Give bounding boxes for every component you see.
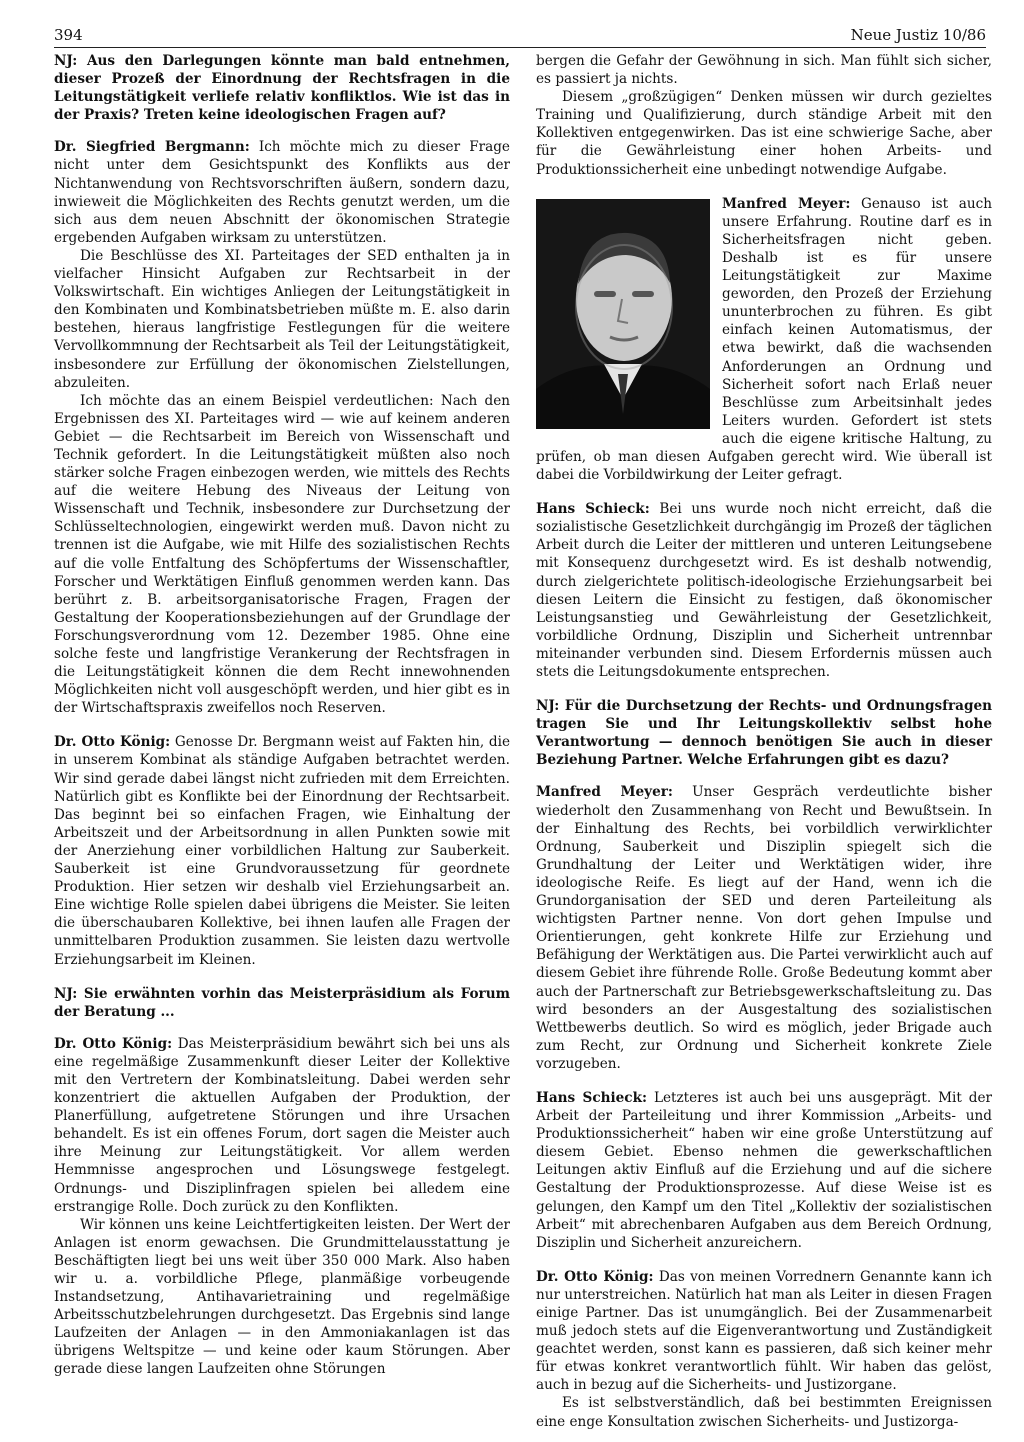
answer-koenig (54, 733, 510, 968)
page-header (54, 18, 986, 48)
speaker-name: Manfred Meyer: (536, 784, 673, 801)
speaker-name: Hans Schieck: (536, 501, 650, 518)
paragraph: Letzteres ist auch bei uns ausgeprägt. Mit der Arbeit der Parteileitung und ihrer Kommission „Arbeits- und Produktionssicherheit“ haben wir eine große Unterstützung auf diesem Gebiet. Ebenso nehmen die gewerkschaftlichen Leitungen aktiv Einfluß auf die Erziehung und auf die sichere Gestaltung der Produktionsprozesse. Auf diese Weise ist es gelungen, den Kampf um den Titel „Kollektiv der sozialistischen Arbeit“ mit abrechenbaren Aufgaben aus dem Bereich Ordnung, Disziplin und Sicherheit anzureichern. (536, 1089, 992, 1251)
answer-koenig-3 (536, 1268, 992, 1395)
answer-meyer-2 (536, 783, 992, 1073)
speaker-name: Dr. Otto König: (54, 734, 171, 751)
question-3: NJ: Für die Durchsetzung der Rechts- und Ordnungsfragen tragen Sie und Ihr Leitungskollektiv selbst hohe Verantwortung — dennoch benötigen Sie auch in dieser Beziehung Partner. Welche Erfahrungen gibt es dazu? (536, 698, 992, 769)
portrait-photo (536, 199, 710, 429)
question-1: NJ: Aus den Darlegungen könnte man bald entnehmen, dieser Prozeß der Einordnung der Rechtsfragen in die Leitungstätigkeit verliefe relativ konfliktlos. Wie ist das in der Praxis? Treten keine ideologischen Fragen auf? (54, 53, 510, 124)
paragraph: Genauso ist auch unsere Erfahrung. Routine darf es in Sicherheitsfragen nicht geben. Deshalb ist es für unsere Leitungstätigkeit zur Maxime geworden, den Prozeß der Erziehung ununterbrochen zu führen. Es gibt einfach keinen Automatismus, der etwa bewirkt, daß die wachsenden Anforderungen an Ordnung und Sicherheit sofort nach Erlaß neuer Beschlüsse zum Arbeitsinhalt jedes Leiters wurden. Gefordert ist stets auch die eigene kritische Haltung, zu prüfen, ob man diesen Aufgaben gerecht wird. Wie überall ist dabei die Vorbildwirkung der Leiter gefragt. (536, 195, 992, 484)
paragraph: Unser Gespräch verdeutlichte bisher wiederholt den Zusammenhang von Recht und Bewußtsein. In der Einhaltung des Rechts, bei vorbildlich verwirklichter Ordnung, Sauberkeit und Disziplin spiegelt sich die Grundhaltung der Leiter und Werktätigen wider, ihre ideologische Reife. Es liegt auf der Hand, wenn ich die Grundorganisation der SED und deren Parteileitung als wichtigsten Partner nenne. Von dort gehen Impulse und Orientierungen, geht konkrete Hilfe zur Erziehung und Befähigung der Werktätigen aus. Die Partei verwirklicht auch auf diesem Gebiet ihre führende Rolle. Große Bedeutung kommt aber auch der Partnerschaft zur Betriebsgewerkschaftsleitung zu. Das wird besonders an der Ausgestaltung des sozialistischen Wettbewerbs deutlich. So wird es möglich, jeder Brigade auch zum Recht, zur Ordnung und Sicherheit konkrete Ziele vorzugeben. (536, 784, 993, 1072)
paragraph: Das Meisterpräsidium bewährt sich bei uns als eine regelmäßige Zusammenkunft dieser Leiter der Kollektive mit den Vertretern der Kombinatsleitung. Dabei werden sehr konzentriert die aktuellen Aufgaben der Produktion, der Planerfüllung, aufgetretene Störungen und ihre Ursachen behandelt. Es ist ein offenes Forum, dort sagen die Meister auch ihre Meinung zur Leitungstätigkeit. Vor allem werden Hemmnisse angesprochen und Lösungswege festgelegt. Ordnungs- und Disziplinfragen spielen bei alledem eine erstrangige Rolle. Doch zurück zu den Konflikten. (54, 1035, 510, 1215)
answer-bergmann (54, 138, 510, 247)
paragraph: Ich möchte mich zu dieser Frage nicht unter dem Gesichtspunkt des Konflikts aus der Nichtanwendung von Rechtsvorschriften äußern, sondern dazu, inwieweit die Möglichkeiten des Rechts genutzt werden, um die sich aus dem neuen Abschnitt der ökonomischen Strategie ergebenden Aufgaben wirksam zu unterstützen. (54, 139, 510, 246)
paragraph: Diesem „großzügigen“ Denken müssen wir durch gezieltes Training und Qualifizierung, durch ständige Arbeit mit den Kollektiven entgegenwirken. Das ist eine schwierige Sache, aber für die Gewährleistung einer hohen Arbeits- und Produktionssicherheit eine unbedingt notwendige Aufgabe. (536, 89, 992, 178)
paragraph: Es ist selbstverständlich, daß bei bestimmten Ereignissen eine enge Konsultation zwischen Sicherheits- und Justizorga- (536, 1395, 992, 1430)
paragraph: Das von meinen Vorrednern Genannte kann ich nur unterstreichen. Natürlich hat man als Leiter in diesen Fragen einige Partner. Das ist unumgänglich. Bei der Zusammenarbeit muß jedoch stets auf die Eigenverantwortung und Zuständigkeit geachtet werden, sonst kann es passieren, daß sich keiner mehr für etwas konkret verantwortlich fühlt. Wir haben das gelöst, auch in bezug auf die Sicherheits- und Justizorgane. (536, 1268, 992, 1394)
paragraph: Genosse Dr. Bergmann weist auf Fakten hin, die in unserem Kombinat als ständige Aufgaben betrachtet werden. Wir sind gerade dabei längst nicht zufrieden mit dem Erreichten. Natürlich gibt es Konflikte bei der Einordnung der Rechtsarbeit. Das beginnt bei so einfachen Fragen, wie Einhaltung der Arbeitszeit und der Arbeitsordnung in allen Punkten sowie mit der Anerziehung einer vorbildlichen Haltung zur Sauberkeit. Sauberkeit ist eine Grundvoraussetzung für geordnete Produktion. Hier setzen wir deshalb viel Erziehungsarbeit an. Eine wichtige Rolle spielen dabei übrigens die Meister. Sie leiten die überschaubaren Kollektive, bei ihnen laufen alle Fragen der unmittelbaren Produktion zusammen. Sie leisten dazu wertvolle Erziehungsarbeit im Kleinen. (54, 734, 510, 968)
paragraph: bergen die Gefahr der Gewöhnung in sich. Man fühlt sich sicher, es passiert ja nichts. (536, 53, 992, 88)
left-column (54, 52, 510, 1379)
answer-meyer (536, 195, 992, 485)
speaker-name: Dr. Otto König: (54, 1035, 173, 1052)
right-column (536, 52, 992, 1431)
paragraph: Wir können uns keine Leichtfertigkeiten leisten. Der Wert der Anlagen ist enorm gewachsen. Die Grundmittelausstattung je Beschäftigten liegt bei uns weit über 350 000 Mark. Also haben wir u. a. vorbildliche Pflege, planmäßige vorbeugende Instandsetzung, Antihavarietraining und regelmäßige Arbeitsschutzbelehrungen durchgesetzt. Das Ergebnis sind lange Laufzeiten der Anlagen — in den Ammoniakanlagen ist das übrigens Weltspitze — und keine oder kaum Störungen. Aber gerade diese langen Laufzeiten ohne Störungen (54, 1216, 510, 1378)
answer-schieck-2 (536, 1089, 992, 1252)
answer-koenig-2 (54, 1035, 510, 1216)
paragraph: Bei uns wurde noch nicht erreicht, daß die sozialistische Gesetzlichkeit durchgängig im Prozeß der täglichen Arbeit durch die Leiter der mittleren und unteren Leitungsebene mit Konsequenz durchgesetzt wird. Es ist deshalb notwendig, durch zielgerichtete politisch-ideologische Erziehungsarbeit bei diesen Leitern die Einsicht zu festigen, daß ökonomischer Leistungsanstieg und Gewährleistung der Gesetzlichkeit, vorbildliche Ordnung, Disziplin und Sicherheit untrennbar miteinander verbunden sind. Diesem Erfordernis müssen auch stets die Leitungsdokumente entsprechen. (536, 501, 992, 680)
paragraph: Ich möchte das an einem Beispiel verdeutlichen: Nach den Ergebnissen des XI. Parteitages wird — wie auf keinem anderen Gebiet — die Rechtsarbeit im Bereich von Wissenschaft und Technik gefordert. In die Leitungstätigkeit müßten also noch stärker solche Fragen einbezogen werden, wie mittels des Rechts auf die weitere Hebung des Niveaus der Leitung von Wissenschaft und Technik, insbesondere zur Durchsetzung der Schlüsseltechnologien, eingewirkt werden muß. Davon nicht zu trennen ist die Aufgabe, wie mit Hilfe des sozialistischen Rechts auf die volle Entfaltung des Schöpfertums der Wissenschaftler, Forscher und Werktätigen Einfluß genommen werden kann. Das berührt z. B. arbeitsorganisatorische Fragen, Fragen der Gestaltung der Kooperationsbeziehungen auf der Grundlage der Forschungsverordnung vom 12. Dezember 1985. Ohne eine solche feste und langfristige Verankerung der Rechtsfragen in die Leitungstätigkeit können die dem Recht innewohnenden Möglichkeiten nicht voll ausgeschöpft werden, und hier gibt es in der Wirtschaftspraxis zweifellos noch Reserven. (54, 392, 510, 717)
speaker-name: Dr. Siegfried Bergmann: (54, 139, 250, 156)
speaker-name: Manfred Meyer: (722, 195, 851, 212)
answer-schieck (536, 500, 992, 681)
question-2: NJ: Sie erwähnten vorhin das Meisterpräsidium als Forum der Beratung ... (54, 985, 510, 1020)
paragraph: Die Beschlüsse des XI. Parteitages der SED enthalten ja in vielfacher Hinsicht Aufgaben zur Rechtsarbeit in der Volkswirtschaft. Ein wichtiges Anliegen der Leitungstätigkeit in den Kombinaten und Kombinatsbetrieben müßte m. E. also darin bestehen, hieraus langfristige Festlegungen für die weitere Vervollkommnung der Rechtsarbeit als Teil der Leitungstätigkeit, insbesondere zur Erfüllung der ökonomischen Zielstellungen, abzuleiten. (54, 247, 510, 391)
journal-issue: Neue Justiz 10/86 (850, 26, 986, 44)
speaker-name: Dr. Otto König: (536, 1268, 654, 1285)
portrait-image (536, 199, 710, 429)
page-number: 394 (54, 26, 83, 44)
speaker-name: Hans Schieck: (536, 1089, 648, 1106)
